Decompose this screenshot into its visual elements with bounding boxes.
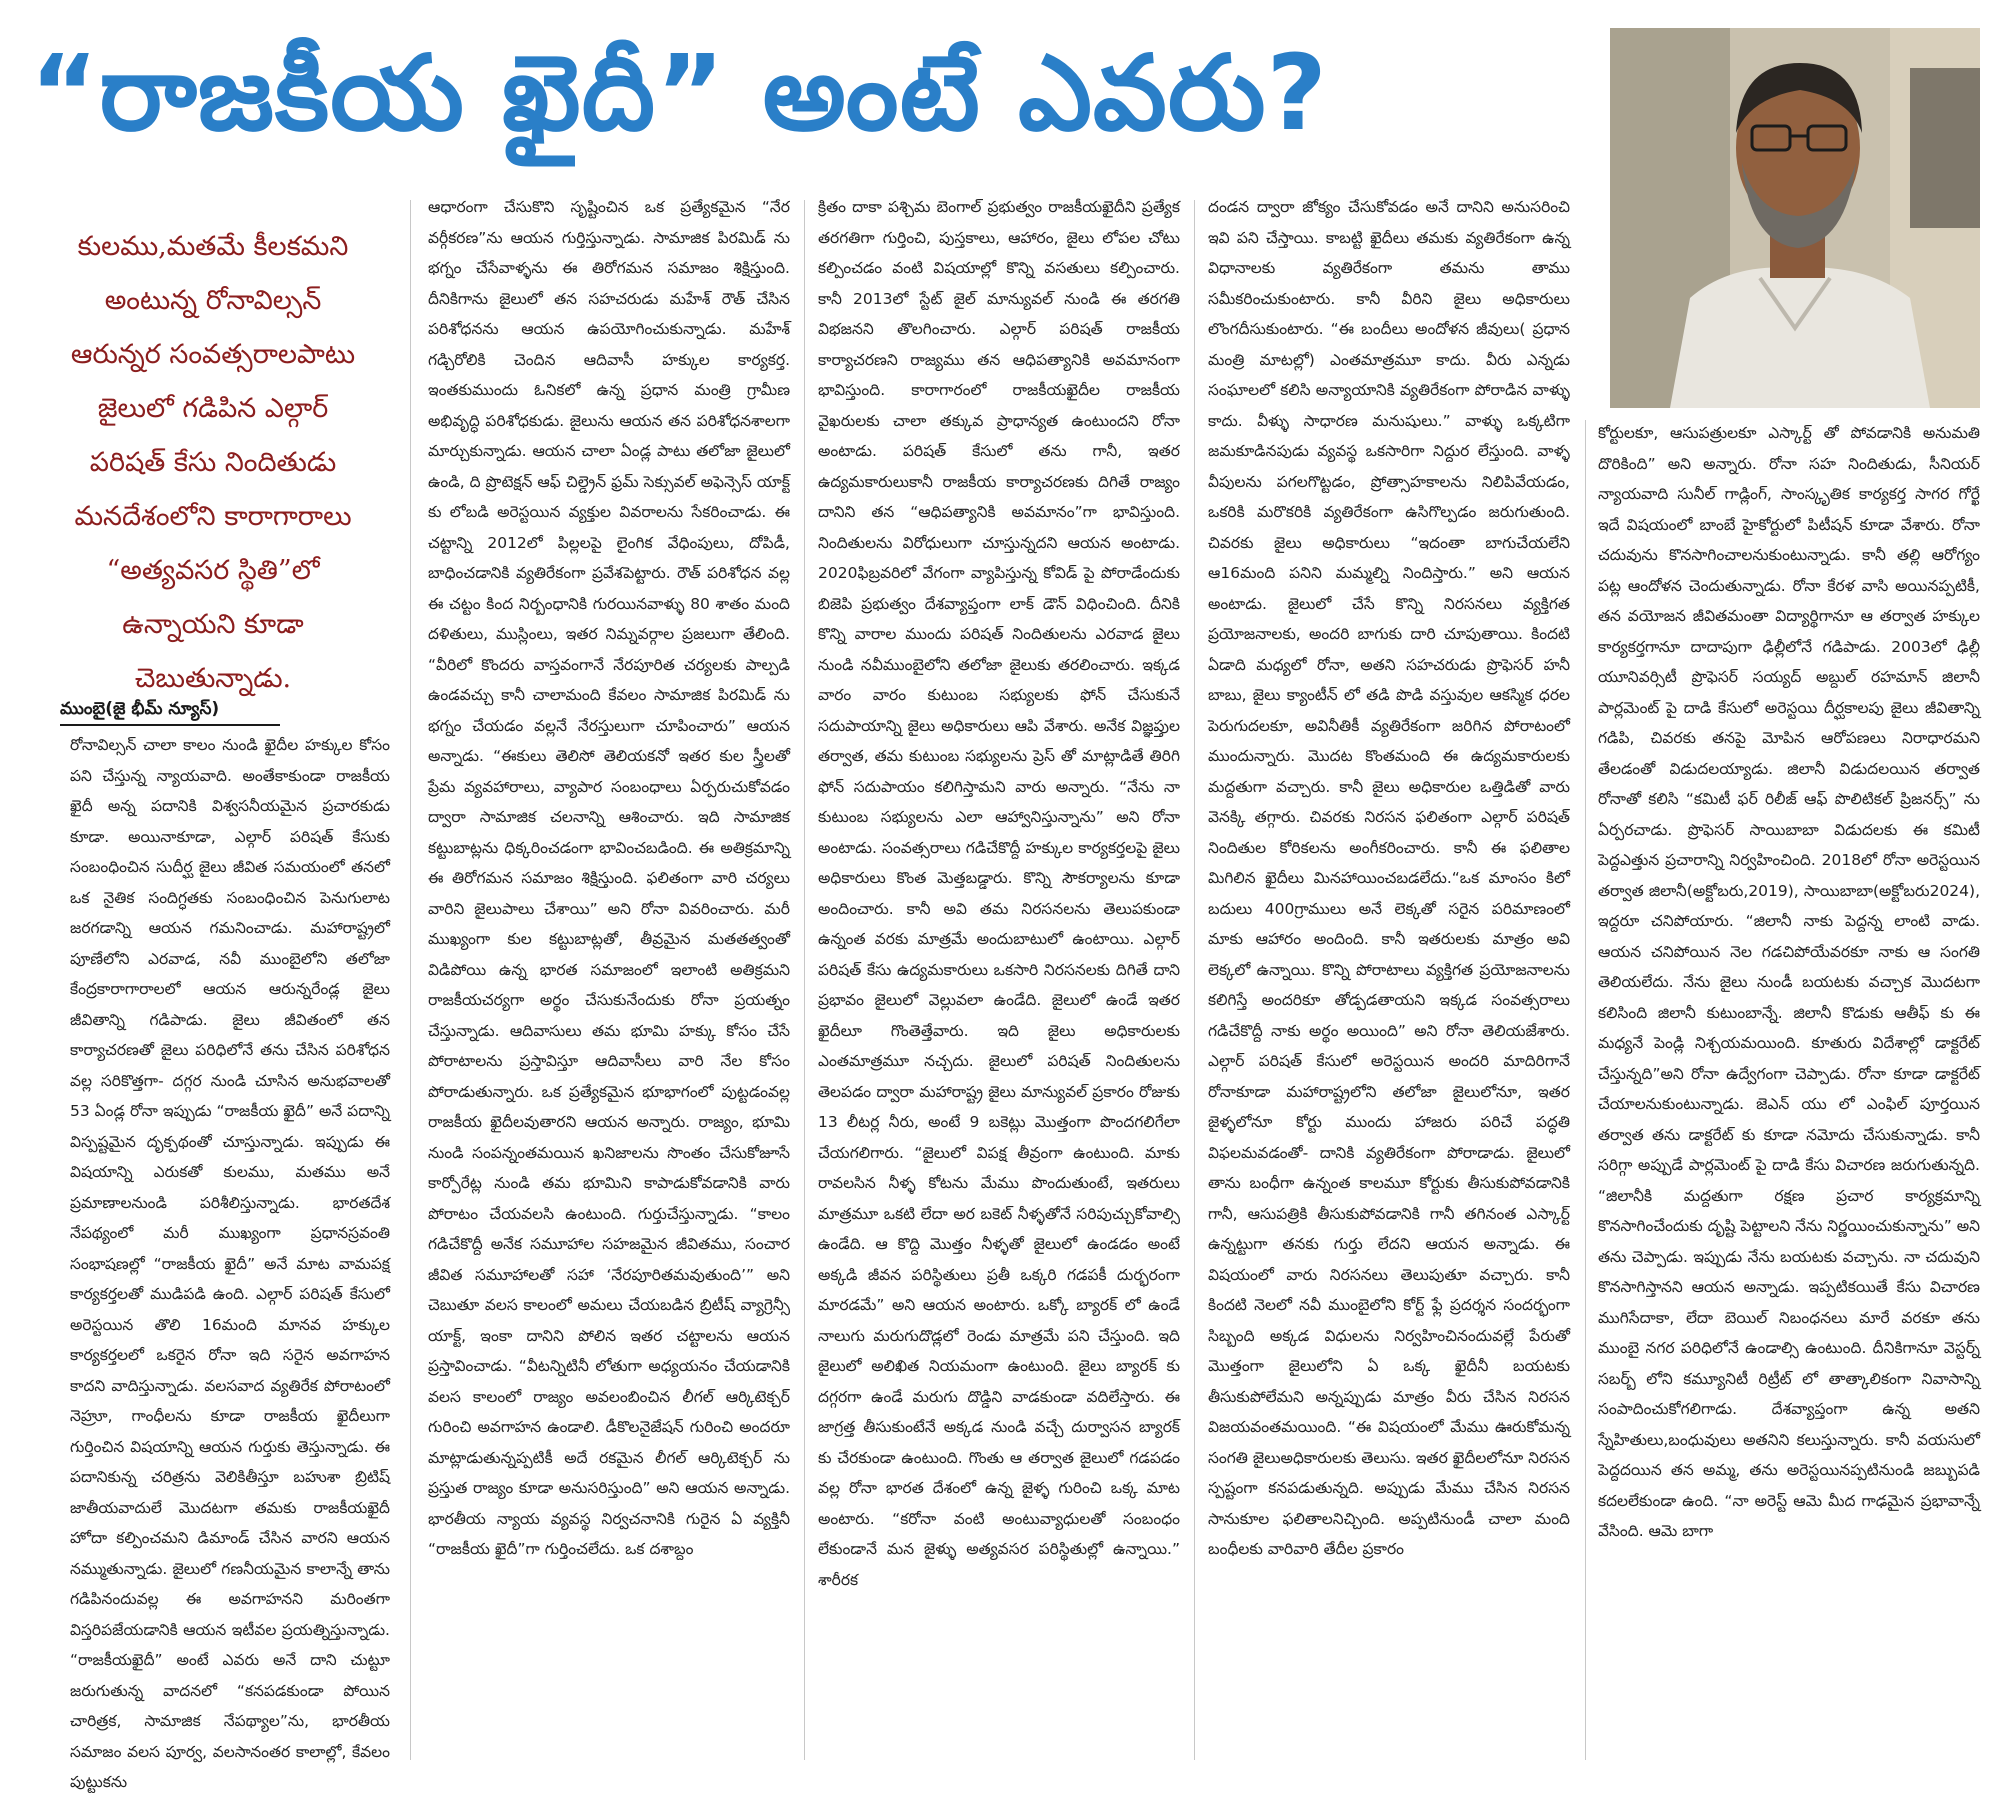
article-column-2 xyxy=(428,192,790,1772)
column-divider xyxy=(1194,200,1195,1760)
deck-line: చెబుతున్నాడు. xyxy=(134,663,292,694)
column-divider xyxy=(410,200,411,1760)
deck-summary xyxy=(28,220,398,694)
article-text: క్రితం దాకా పశ్చిమ బెంగాల్ ప్రభుత్వం రాజకీయఖైదీని ప్రత్యేక తరగతిగా గుర్తించి, పుస్తకాలు, ఆహారం, జైలు లోపల చోటు కల్పించడం వంటి విషయాల్లో కొన్ని వసతులు కల్పించారు. కానీ 2013లో స్టేట్ జైల్ మాన్యువల్ నుండి ఈ తరగతి విభజనని తొలగించారు. ఎల్గార్ పరిషత్ రాజకీయ కార్యాచరణని రాజ్యము తన ఆధిపత్యానికి అవమానంగా భావిస్తుంది. కారాగారంలో రాజకీయఖైదీల రాజకీయ వైఖరులకు చాలా తక్కువ ప్రాధాన్యత ఉంటుందని రోనా అంటాడు. పరిషత్ కేసులో తను గానీ, ఇతర ఉద్యమకారులుకానీ రాజకీయ కార్యాచరణకు దిగితే రాజ్యం దానిని తన “ఆధిపత్యానికి అవమానం”గా భావిస్తుంది. నిందితులను విరోధులుగా చూస్తున్నదని ఆయన అంటాడు. 2020ఫిబ్రవరిలో వేగంగా వ్యాపిస్తున్న కోవిడ్ పై పోరాడేందుకు బిజెపి ప్రభుత్వం దేశవ్యాప్తంగా లాక్ డౌన్ విధించింది. దీనికి కొన్ని వారాల ముందు పరిషత్ నిందితులను ఎరవాడ జైలు నుండి నవీముంబైలోని తలోజా జైలుకు తరలించారు. ఇక్కడ వారం వారం కుటుంబ సభ్యులకు ఫోన్ చేసుకునే సదుపాయాన్ని జైలు అధికారులు ఆపి వేశారు. అనేక విజ్ఞప్తుల తర్వాత, తమ కుటుంబ సభ్యులను ప్రెస్ తో మాట్లాడితే తిరిగి ఫోన్ సదుపాయం కలిగిస్తామని వారు అన్నారు. “నేను నా కుటుంబ సభ్యులను ఎలా ఆహ్వానిస్తున్నాను” అని రోనా అంటాడు. సంవత్సరాలు గడిచేకొద్దీ హక్కుల కార్యకర్తలపై జైలు అధికారులు కొంత మెత్తబడ్డారు. కొన్ని సౌకర్యాలను కూడా అందించారు. కానీ అవి తమ నిరసనలను తెలుపకుండా ఉన్నంత వరకు మాత్రమే అందుబాటులో ఉంటాయి. ఎల్గార్ పరిషత్ కేసు ఉద్యమకారులు ఒకసారి నిరసనలకు దిగితే దాని ప్రభావం జైలులో వెల్లువలా ఉండేది. జైలులో ఉండే ఇతర ఖైదీలూ గొంతెత్తేవారు. ఇది జైలు అధికారులకు ఎంతమాత్రమూ నచ్చదు. జైలులో పరిషత్ నిందితులను తెలపడం ద్వారా మహారాష్ట్ర జైలు మాన్యువల్ ప్రకారం రోజుకు 13 లీటర్ల నీరు, అంటే 9 బకెట్లు మొత్తంగా పొందగలిగేలా చేయగలిగారు. “జైలులో విపక్ష తీవ్రంగా ఉంటుంది. మాకు రావలసిన నీళ్ళ కోటను మేము పొందుతుంటే, ఇతరులు మాత్రమూ ఒకటి లేదా అర బకెట్ నీళ్ళతోనే సరిపుచ్చుకోవాల్సి ఉండేది. ఆ కొద్ది మొత్తం నీళ్ళతో జైలులో ఉండడం అంటే అక్కడి జీవన పరిస్థితులు ప్రతీ ఒక్కరి గడపకీ దుర్భరంగా మారడమే” అని ఆయన అంటారు. ఒక్కో బ్యారక్ లో ఉండే నాలుగు మరుగుదొడ్లలో రెండు మాత్రమే పని చేస్తుంది. ఇది జైలులో అలిఖిత నియమంగా ఉంటుంది. జైలు బ్యారక్ కు దగ్గరగా ఉండే మరుగు దొడ్డిని వాడకుండా వదిలేస్తారు. ఈ జాగ్రత్త తీసుకుంటేనే అక్కడ నుండి వచ్చే దుర్వాసన బ్యారక్ కు చేరకుండా ఉంటుంది. గొంతు ఆ తర్వాత జైలులో గడపడం వల్ల రోనా భారత దేశంలో ఉన్న జైళ్ళ గురించి ఒక్క మాట అంటారు. “కరోనా వంటి అంటువ్యాధులతో సంబంధం లేకుండానే మన జైళ్ళు అత్యవసర పరిస్థితుల్లో ఉన్నాయి.” శారీరక xyxy=(818,198,1180,1589)
article-column-5 xyxy=(1598,418,1980,1772)
portrait-photo xyxy=(1610,28,1980,408)
article-column-1 xyxy=(70,730,390,1791)
article-text: దండన ద్వారా జోక్యం చేసుకోవడం అనే దానిని అనుసరించి ఇవి పని చేస్తాయి. కాబట్టి ఖైదీలు తమకు వ్యతిరేకంగా ఉన్న విధానాలకు వ్యతిరేకంగా తమను తాము సమీకరించుకుంటారు. కానీ వీరిని జైలు అధికారులు లొంగదీసుకుంటారు. “ఈ బందీలు అందోళన జీవులు( ప్రధాన మంత్రి మాటల్లో) ఎంతమాత్రమూ కాదు. వీరు ఎన్నడు సంఘాలలో కలిసి అన్యాయానికి వ్యతిరేకంగా పోరాడిన వాళ్ళు కాదు. వీళ్ళు సాధారణ మనుషులు.” వాళ్ళు ఒక్కటిగా జమకూడినపుడు వ్యవస్థ ఒకసారిగా నిద్దుర లేస్తుంది. వాళ్ళ వీపులను పగలగొట్టడం, ప్రోత్సాహకాలను నిలిపివేయడం, ఒకరికి మరొకరికి వ్యతిరేకంగా ఉసిగొల్పడం జరుగుతుంది. చివరకు జైలు అధికారులు “ఇదంతా బాగుచేయలేని ఆ16మంది పనిని మమ్మల్ని నిందిస్తారు.” అని ఆయన అంటాడు. జైలులో చేసే కొన్ని నిరసనలు వ్యక్తిగత ప్రయోజనాలకు, అందరి బాగుకు దారి చూపుతాయి. కిందటి ఏడాది మధ్యలో రోనా, అతని సహచరుడు ప్రొఫెసర్ హనీ బాబు, జైలు క్యాంటీన్ లో తడి పొడి వస్తువుల ఆకస్మిక ధరల పెరుగుదలకూ, అవినీతికీ వ్యతిరేకంగా జరిగిన పోరాటంలో ముందున్నారు. మొదట కొంతమంది ఈ ఉద్యమకారులకు మద్దతుగా వచ్చారు. కానీ జైలు అధికారుల ఒత్తిడితో వారు వెనక్కి తగ్గారు. చివరకు నిరసన ఫలితంగా ఎల్గార్ పరిషత్ నిందితుల కోరికలను అంగీకరించారు. కానీ ఈ ఫలితాల మిగిలిన ఖైదీలు మినహాయించబడలేదు.“ఒక మాంసం కిలో బదులు 400గ్రాములు అనే లెక్కతో సరైన పరిమాణంలో మాకు ఆహారం అందింది. కానీ ఇతరులకు మాత్రం అవి లెక్కలో ఉన్నాయి. కొన్ని పోరాటాలు వ్యక్తిగత ప్రయోజనాలను కలిగిస్తే అందరికూ తోడ్పడతాయని ఇక్కడ సంవత్సరాలు గడిచేకొద్దీ నాకు అర్థం అయింది” అని రోనా తెలియజేశారు. ఎల్గార్ పరిషత్ కేసులో అరెస్టయిన అందరి మాదిరిగానే రోనాకూడా మహారాష్ట్రలోని తలోజా జైలులోనూ, ఇతర జైళ్ళలోనూ కోర్టు ముందు హాజరు పరిచే పద్ధతి విఫలమవడంతో- దానికి వ్యతిరేకంగా పోరాడాడు. జైలులో తాను బంధీగా ఉన్నంత కాలమూ కోర్టుకు తీసుకుపోవడానికి గానీ, ఆసుపత్రికి తీసుకుపోవడానికి గానీ తగినంత ఎస్కార్ట్ ఉన్నట్టుగా తనకు గుర్తు లేదని ఆయన అన్నాడు. ఈ విషయంలో వారు నిరసనలు తెలుపుతూ వచ్చారు. కానీ కిందటి నెలలో నవీ ముంబైలోని కోర్ట్ ఫ్లే ప్రదర్శన సందర్భంగా సిబ్బంది అక్కడ విధులను నిర్వహించినందువల్లే పేరుతో మొత్తంగా జైలులోని ఏ ఒక్క ఖైదీనీ బయటకు తీసుకుపోలేమని అన్నప్పుడు మాత్రం వీరు చేసిన నిరసన విజయవంతమయింది. “ఈ విషయంలో మేము ఊరుకోమన్న సంగతి జైలుఅధికారులకు తెలుసు. ఇతర ఖైదీలలోనూ నిరసన స్పష్టంగా కనపడుతున్నది. అప్పుడు మేము చేసిన నిరసన సానుకూల ఫలితాలనిచ్చింది. అప్పటినుండీ చాలా మంది బంధీలకు వారివారి తేదీల ప్రకారం xyxy=(1208,198,1570,1558)
deck-line: “అత్యవసర స్థితి”లో xyxy=(106,555,320,586)
portrait-illustration xyxy=(1610,28,1980,408)
deck-line: మనదేశంలోని కారాగారాలు xyxy=(74,501,352,532)
deck-line: పరిషత్ కేసు నిందితుడు xyxy=(89,447,337,478)
article-text: ఆధారంగా చేసుకొని సృష్టించిన ఒక ప్రత్యేకమైన “నేర వర్గీకరణ”ను ఆయన గుర్తిస్తున్నాడు. సామాజిక పిరమిడ్ ను భగ్నం చేసేవాళ్ళను ఈ తిరోగమన సమాజం శిక్షిస్తుంది. దీనికిగాను జైలులో తన సహచరుడు మహేశ్ రౌత్ చేసిన పరిశోధనను ఆయన ఉపయోగించుకున్నాడు. మహేశ్ గడ్చిరోలికి చెందిన ఆదివాసీ హక్కుల కార్యకర్త. ఇంతకుముందు ఓనికలో ఉన్న ప్రధాన మంత్రి గ్రామీణ అభివృద్ధి పరిశోధకుడు. జైలును ఆయన తన పరిశోధనశాలగా మార్చుకున్నాడు. ఆయన చాలా ఏండ్ల పాటు తలోజా జైలులో ఉండి, ది ప్రొటెక్షన్ ఆఫ్ చిల్డ్రెన్ ఫ్రమ్ సెక్సువల్ అఫెన్సెస్ యాక్ట్ కు లోబడి అరెస్టయిన వ్యక్తుల వివరాలను సేకరించాడు. ఈ చట్టాన్ని 2012లో పిల్లలపై లైంగిక వేధింపులు, దోపిడీ, బాధించడానికి వ్యతిరేకంగా ప్రవేశపెట్టారు. రౌత్ పరిశోధన వల్ల ఈ చట్టం కింద నిర్బంధానికి గురయినవాళ్ళు 80 శాతం మంది దళితులు, ముస్లింలు, ఇతర నిమ్నవర్గాల ప్రజలుగా తేలింది. “వీరిలో కొందరు వాస్తవంగానే నేరపూరిత చర్యలకు పాల్పడి ఉండవచ్చు కానీ చాలామంది కేవలం సామాజిక పిరమిడ్ ను భగ్నం చేయడం వల్లనే నేరస్తులుగా చూపించారు” ఆయన అన్నాడు. “ఈకులు తెలిసో తెలియకనో ఇతర కుల స్త్రీలతో ప్రేమ వ్యవహారాలు, వ్యాపార సంబంధాలు ఏర్పరుచుకోవడం ద్వారా సామాజిక చలనాన్ని ఆశించారు. ఇది సామాజిక కట్టుబాట్లను ధిక్కరించడంగా భావించబడింది. ఈ అతిక్రమాన్ని ఈ తిరోగమన సమాజం శిక్షిస్తుంది. ఫలితంగా వారి చర్యలు వారిని జైలుపాలు చేశాయి” అని రోనా వివరించారు. మరీ ముఖ్యంగా కుల కట్టుబాట్లతో, తీవ్రమైన మతతత్వంతో విడిపోయి ఉన్న భారత సమాజంలో ఇలాంటి అతిక్రమని రాజకీయచర్యగా అర్థం చేసుకునేందుకు రోనా ప్రయత్నం చేస్తున్నాడు. ఆదివాసులు తమ భూమి హక్కు కోసం చేసే పోరాటాలను ప్రస్తావిస్తూ ఆదివాసీలు వారి నేల కోసం పోరాడుతున్నారు. ఒక ప్రత్యేకమైన భూభాగంలో పుట్టడంవల్ల రాజకీయ ఖైదీలవుతారని ఆయన అన్నారు. రాజ్యం, భూమి నుండి సంపన్నంతమయిన ఖనిజాలను సొంతం చేసుకోజూసే కార్పోరేట్ల నుండి తమ భూమిని కాపాడుకోవడానికి వారు పోరాటం చేయవలసి ఉంటుంది. గుర్తుచేస్తున్నాడు. “కాలం గడిచేకొద్దీ అనేక సమూహాల సహజమైన జీవితము, సంచార జీవిత సమూహాలతో సహా ‘నేరపూరితమవుతుంది’” అని చెబుతూ వలస కాలంలో అమలు చేయబడిన బ్రిటీష్ వ్యాగ్రెన్సీ యాక్ట్, ఇంకా దానిని పోలిన ఇతర చట్టాలను ఆయన ప్రస్తావించాడు. “వీటన్నిటినీ లోతుగా అధ్యయనం చేయడానికి వలస కాలంలో రాజ్యం అవలంబించిన లీగల్ ఆర్కిటెక్చర్ గురించి అవగాహన ఉండాలి. డీకొలనైజేషన్ గురించి అందరూ మాట్లాడుతున్నప్పటికీ అదే రకమైన లీగల్ ఆర్కిటెక్చర్ ను ప్రస్తుత రాజ్యం కూడా అనుసరిస్తుంది” అని ఆయన అన్నాడు. భారతీయ న్యాయ వ్యవస్థ నిర్వచనానికి గురైన ఏ వ్యక్తినీ “రాజకీయ ఖైదీ”గా గుర్తించలేదు. ఒక దశాబ్దం xyxy=(428,198,790,1558)
column-divider xyxy=(804,200,805,1760)
deck-line: జైలులో గడిపిన ఎల్గార్ xyxy=(97,393,329,424)
article-text: రోనావిల్సన్ చాలా కాలం నుండి ఖైదీల హక్కుల కోసం పని చేస్తున్న న్యాయవాది. అంతేకాకుండా రాజకీయ ఖైదీ అన్న పదానికి విశ్వసనీయమైన ప్రచారకుడు కూడా. అయినాకూడా, ఎల్గార్ పరిషత్ కేసుకు సంబంధించిన సుదీర్ఘ జైలు జీవిత సమయంలో తనలో ఒక నైతిక సందిగ్ధతకు సంబంధించిన పెనుగులాట జరగడాన్ని ఆయన గమనించాడు. మహారాష్ట్రలో పూణేలోని ఎరవాడ, నవీ ముంబైలోని తలోజా కేంద్రకారాగారాలలో ఆయన ఆరున్నరేండ్ల జైలు జీవితాన్ని గడిపాడు. జైలు జీవితంలో తన కార్యాచరణతో జైలు పరిధిలోనే తను చేసిన పరిశోధన వల్ల సరికొత్తగా- దగ్గర నుండి చూసిన అనుభవాలతో 53 ఏండ్ల రోనా ఇప్పుడు “రాజకీయ ఖైదీ” అనే పదాన్ని విస్పష్టమైన దృక్పథంతో చూస్తున్నాడు. ఇప్పుడు ఈ విషయాన్ని ఎరుకతో కులము, మతము అనే ప్రమాణాలనుండి పరిశీలిస్తున్నాడు. భారతదేశ నేపథ్యంలో మరీ ముఖ్యంగా ప్రధానస్రవంతి సంభాషణల్లో “రాజకీయ ఖైదీ” అనే మాట వామపక్ష కార్యకర్తలతో ముడిపడి ఉంది. ఎల్గార్ పరిషత్ కేసులో అరెస్టయిన తొలి 16మంది మానవ హక్కుల కార్యకర్తలలో ఒకరైన రోనా ఇది సరైన అవగాహన కాదని వాదిస్తున్నాడు. వలసవాద వ్యతిరేక పోరాటంలో నెహ్రూ, గాంధీలను కూడా రాజకీయ ఖైదీలుగా గుర్తించిన విషయాన్ని ఆయన గుర్తుకు తెస్తున్నాడు. ఈ పదానికున్న చరిత్రను వెలికితీస్తూ బహుశా బ్రిటిష్ జాతీయవాదులే మొదటగా తమకు రాజకీయఖైదీ హోదా కల్పించమని డిమాండ్ చేసిన వారని ఆయన నమ్ముతున్నాడు. జైలులో గణనీయమైన కాలాన్నే తాను గడిపినందువల్ల ఈ అవగాహనని మరింతగా విస్తరిపజేయడానికి ఆయన ఇటీవల ప్రయత్నిస్తున్నాడు. “రాజకీయఖైదీ” అంటే ఎవరు అనే దాని చుట్టూ జరుగుతున్న వాదనలో “కనపడకుండా పోయిన చారిత్రక, సామాజిక నేపథ్యాల”ను, భారతీయ సమాజం వలస పూర్వ, వలసానంతర కాలాల్లో, కేవలం పుట్టుకను xyxy=(70,736,390,1791)
column-divider xyxy=(1585,420,1586,1760)
deck-line: ఉన్నాయని కూడా xyxy=(122,609,304,640)
headline: “రాజకీయ ఖైదీ” అంటే ఎవరు? xyxy=(30,32,1328,154)
byline: ముంబై(జై భీమ్ న్యూస్) xyxy=(60,699,220,719)
article-text: కోర్టులకూ, ఆసుపత్రులకూ ఎస్కార్ట్ తో పోవడానికి అనుమతి దొరికింది” అని అన్నారు. రోనా సహ నిందితుడు, సీనియర్ న్యాయవాది సునీల్ గాడ్లింగ్, సాంస్కృతిక కార్యకర్త సాగర గోర్ఖే ఇదే విషయంలో బాంబే హైకోర్టులో పిటీషన్ కూడా వేశారు. రోనా చదువును కొనసాగించాలనుకుంటున్నాడు. కానీ తల్లి ఆరోగ్యం పట్ల ఆందోళన చెందుతున్నాడు. రోనా కేరళ వాసి అయినప్పటికీ, తన వయోజన జీవితమంతా విద్యార్థిగానూ ఆ తర్వాత హక్కుల కార్యకర్తగానూ దాదాపుగా ఢిల్లీలోనే గడిపాడు. 2003లో ఢిల్లీ యూనివర్సిటీ ప్రొఫెసర్ సయ్యద్ అబ్దుల్ రహమాన్ జిలానీ పార్లమెంట్ పై దాడి కేసులో అరెస్టయి దీర్ఘకాలపు జైలు జీవితాన్ని గడిపి, చివరకు తనపై మోపిన ఆరోపణలు నిరాధారమని తేలడంతో విడుదలయ్యాడు. జిలానీ విడుదలయిన తర్వాత రోనాతో కలిసి “కమిటీ ఫర్ రిలీజ్ ఆఫ్ పొలిటికల్ ప్రిజనర్స్” ను ఏర్పరచాడు. ప్రొఫెసర్ సాయిబాబా విడుదలకు ఈ కమిటీ పెద్దఎత్తున ప్రచారాన్ని నిర్వహించింది. 2018లో రోనా అరెస్టయిన తర్వాత జిలానీ(అక్టోబరు,2019), సాయిబాబా(అక్టోబరు2024), ఇద్దరూ చనిపోయారు. “జిలానీ నాకు పెద్దన్న లాంటి వాడు. ఆయన చనిపోయిన నెల గడచిపోయేవరకూ నాకు ఆ సంగతి తెలియలేదు. నేను జైలు నుండీ బయటకు వచ్చాక మొదటగా కలిసింది జిలానీ కుటుంబాన్నే. జిలానీ కొడుకు ఆతీఫ్ కు ఈ మధ్యనే పెండ్లి నిశ్చయమయింది. కూతురు విదేశాల్లో డాక్టరేట్ చేస్తున్నది”అని రోనా ఉద్వేగంగా చెప్పాడు. రోనా కూడా డాక్టరేట్ చేయాలనుకుంటున్నాడు. జెఎన్ యు లో ఎంఫిల్ పూర్తయిన తర్వాత తను డాక్టరేట్ కు కూడా నమోదు చేసుకున్నాడు. కానీ సరిగ్గా అప్పుడే పార్లమెంట్ పై దాడి కేసు విచారణ జరుగుతున్నది. “జిలానీకి మద్దతుగా రక్షణ ప్రచార కార్యక్రమాన్ని కొనసాగించేందుకు దృష్టి పెట్టాలని నేను నిర్ణయించుకున్నాను” అని తను చెప్పాడు. ఇప్పుడు నేను బయటకు వచ్చాను. నా చదువుని కొనసాగిస్తానని ఆయన అన్నాడు. ఇప్పటికయితే కేసు విచారణ ముగిసేదాకా, లేదా బెయిల్ నిబంధనలు మారే వరకూ తను ముంబై నగర పరిధిలోనే ఉండాల్సి ఉంటుంది. దీనికిగానూ వెస్టర్న్ సబర్బ్ లోని కమ్యూనిటీ రిట్రీట్ లో తాత్కాలికంగా నివాసాన్ని సంపాదించుకోగలిగాడు. దేశవ్యాప్తంగా ఉన్న అతని స్నేహితులు,బంధువులు అతనిని కలుస్తున్నారు. కానీ వయసులో పెద్దదయిన తన అమ్మ, తను అరెస్టయినప్పటినుండి జబ్బుపడి కదలలేకుండా ఉంది. “నా అరెస్ట్ ఆమె మీద గాఢమైన ప్రభావాన్నే వేసింది. ఆమె బాగా xyxy=(1598,424,1980,1540)
byline-underline xyxy=(60,724,280,726)
article-column-4 xyxy=(1208,192,1570,1772)
deck-line: అంటున్న రోనావిల్సన్ xyxy=(104,285,322,316)
article-column-3 xyxy=(818,192,1180,1772)
deck-line: ఆరున్నర సంవత్సరాలపాటు xyxy=(70,339,356,370)
deck-line: కులము,మతమే కీలకమని xyxy=(77,231,349,262)
